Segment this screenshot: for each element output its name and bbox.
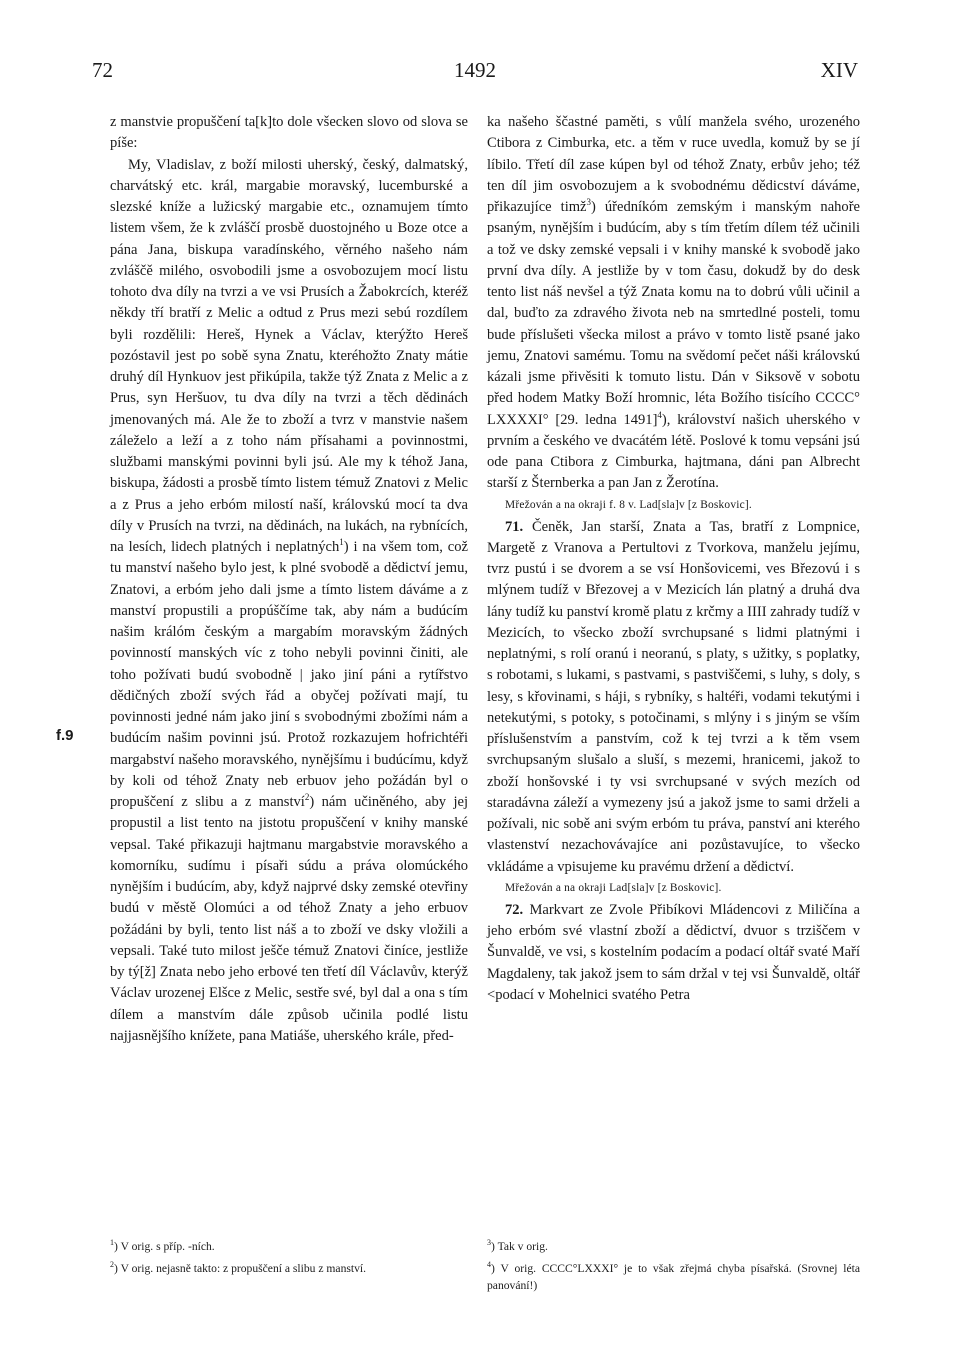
footnote-1: $^1$) V orig. s příp. -ních.: [110, 1238, 215, 1253]
page-year: 1492: [454, 58, 496, 82]
footnote-4-number: 4: [487, 1259, 491, 1269]
entry-72-number: 72.: [505, 901, 524, 918]
left-text-part-1: My, Vladislav, z boží milosti uherský, český, dalmatský, charvátský etc. král, margabie moravský, lucemburské a slezské kníže a lužicský margabie etc., oznamujem tímto listem všem, že k zvláščí prosbě duostojného u Boze otce a pána Jana, biskupa varadínského, věrného našeho nám zvláščě milého, osvobodili jsme a osvobozujem mocí listu tohoto dva díly na tvrzi a ve vsi Prusích a Žabokrcích, kteréž někdy tří bratří z Melic a odtud z Prus mezi sebú rozdílem byli rozdělili: Hereš, Hynek a Václav, kterýžto Hereš pozóstavil jest po sobě syna Znatu, kteréhožto Znaty mátie druhý díl Hynkuov jest přikúpila, takže týž Znata z Melic a z Prus, syn Heršuov, tu dva díly na tvrzi a těch dědinách jmenovaných má. Ale že to zboží a tvrz v manstvie našem záleželo a leží a z toho nám přísahami a povinnostmi, službami manskými povinni byli jsú. Ale my k téhož Jana, biskupa, žádosti a prosbě tímto listem témuž Znatovi z Melic a z Prus a jeho erbóm milostí naší, královskú mocí ta dva díly v Prusích na tvrzi, na dědinách, na lukách, na rybnících, na lesích, lidech platných i neplatných: [110, 156, 468, 555]
footnote-1-number: 1: [110, 1238, 114, 1247]
footnote-2-text: V orig. nejasně takto: z propuščení a slibu z manství.: [120, 1261, 367, 1275]
left-column: [110, 112, 468, 1047]
footnote-ref-4: 4: [657, 409, 662, 420]
right-charter-continuation: [487, 112, 860, 495]
footnote-ref-2: 2: [304, 792, 310, 803]
footnotes-left: [110, 1234, 468, 1278]
footnote-3-number: 3: [487, 1238, 491, 1247]
left-text-part-2: ) i na všem tom, což tu manství našeho bylo jest, k plné svobodě a dědictví jemu, Znatovi, a erbóm jeho dali jsme a tímto listem dáváme a z manství propustili a propúščíme tak, aby nám a budúcím našim králóm českým a margabím moravským žádných povinností manských víc z toho nebyli povinni činiti, ale toho požívati budú svobodně | jako jiní páni a rytířstvo dědičných zboží svých řád a obyčej požívati mají, tu povinnosti jedné nám jako jiní s svobodnými zbožími nám a budúcím našim povinni jsú. Protož rozkazujem hofrichtéři margabství našeho moravského, nynějšímu i budúcímu, když by koli od téhož Znaty neb erbuov jeho požádán byl o propuščení z slibu a z manství: [110, 539, 468, 810]
right-column: [487, 112, 860, 1006]
entry-71: [487, 517, 860, 878]
right-text-part-2: ) úředníkóm zemským i manským nahoře psaným, nynějším i budúcím, aby s tím třetím dílem též učinili a tož ve dsky zemské vepsali i v knihy manské k svobodě jako první dva díly. A jestliže by v tom času, dokudž by do desk tento list náš nevšel a týž Znata komu na to dobrú vůli učinil a dal, buďto za zdravého života neb na smrtedlné posteli, tomu bude příslušeti všecka milost a právo v tomto listě psané jako jemu, Znatovi samému. Tomu na svědomí pečet náši královskú kázali jsme přivěsiti k tomuto listu. Dán v Siksově v sobotu před hodem Matky Boží hromnic, léta Božího tisícího CCCC° LXXXXI° [29. ledna 1491]: [487, 199, 860, 428]
left-charter-text: [110, 155, 468, 1048]
footnote-ref-1: 1: [339, 537, 344, 548]
left-text-part-3: ) nám učiněného, aby jej propustil a list tento na jistotu propuščení v knihy manské vepsal. Také přikazuji hajtmanu margabstvie moravského a komorníku, sudímu i písaři súdu a práva olomúckého nynějším i budúcím, aby, když najprvé dsky zemské otevřiny budú v městě Olomúci a od téhož Znaty a jeho erbuov požádáni by byli, tento list náš a to zboží ve dsky vložili a vepsali. Také tuto milost ješče témuž Znatovi činíce, jestliže by tý[ž] Znata nebo jeho erbové ten třetí díl Václavův, kterýž Václav urozenej Elšce z Melic, sestře své, byl dal a ona s tím dílem a manstvím dále způsob učinila podlé listu najjasnějšího knížete, pana Matiáše, uherského krále, před-: [110, 794, 468, 1044]
footnotes-right: [487, 1234, 860, 1295]
footnote-2-number: 2: [110, 1259, 114, 1269]
footnote-1-text: V orig. s příp. -ních.: [120, 1239, 215, 1253]
footnote-4: $^4$) V orig. CCCC°LXXXI° je to však zřejmá chyba písařská. (Srovnej léta panování!): [487, 1259, 860, 1292]
page-header: [92, 58, 858, 88]
right-text-part-3: ), království našich uherského v prvním a českého ve dvacátém létě. Poslové k tomu vepsáni jsú ode pana Ctibora z Cimburka, hajtmana, dáni pan Albrecht starší z Šternberka a pan Jan z Žerotína.: [487, 411, 860, 492]
margin-folio-note: f.9: [56, 727, 74, 744]
footnote-3-text: Tak v orig.: [497, 1239, 548, 1253]
marginal-note-2: Mřežován a na okraji Lad[sla]v [z Boskovic].: [505, 881, 722, 894]
page-number: 72: [92, 58, 113, 82]
footnote-3: $^3$) Tak v orig.: [487, 1238, 548, 1253]
right-text-part-1: ka našeho ščastné paměti, s vůlí manžela svého, urozeného Ctibora z Cimburka, etc. a těm v ruce uvedla, komuž by se jí líbilo. Třetí díl zase kúpen byl od téhož Znaty, erbův jeho; též ten díl jim osvobozujem a k svobodnému dědicství dáváme, přikazujíce timž: [487, 114, 860, 215]
footnote-2: $^2$) V orig. nejasně takto: z propuščení a slibu z manství.: [110, 1259, 367, 1275]
page-roman-numeral: XIV: [820, 58, 858, 82]
entry-72: [487, 900, 860, 1006]
entry-71-number: 71.: [505, 518, 524, 535]
left-intro: [110, 112, 468, 155]
entry-72-text: Markvart ze Zvole Přibíkovi Mládencovi z Miličína a jeho erbóm své vlastní zboží a dědictví, dvuor s trziščem v Šunvaldě, ve vsi, s kostelním podacím a podací oltář svaté Maří Magdaleny, tak jakož jsem to sám držal v tej vsi Šunvaldě, oltář <podací v Mohelnici svatého Petra: [487, 901, 860, 1003]
left-intro-text: z manstvie propuščení ta[k]to dole všecken slovo od slova se píše:: [110, 114, 468, 152]
footnote-4-text: V orig. CCCC°LXXXI° je to však zřejmá chyba písařská. (Srovnej léta panování!): [487, 1261, 860, 1292]
marginal-note-1: Mřežován a na okraji f. 8 v. Lad[sla]v [z Boskovic].: [505, 498, 752, 511]
entry-71-text: Čeněk, Jan starší, Znata a Tas, bratří z Lompnice, Margetě z Vranova a Pertultovi z Tvorkova, manželu jejímu, tvrz pustú i se dvorem a se vsí Honšovicemi, ves Březovú i s mlýnem tudíž v Březovej a v Mezicích lán platný a druhá dva lány tudíž ku panství kromě platu z krčmy a IIII zahrady tudíž v Mezicích, to všecko zboží svrchupsané s lidmi platnými i neplatnými, s rolí oranú i neoranú, s platy, s užitky, s poplatky, s robotami, s lukami, s pastvami, s pastviščemi, s luhy, s doly, s lesy, s křovinami, s háji, s rybníky, s haltéři, vodami tekutými i netekutými, s potoky, s potočinami, s mlýny i s jiným se vším příslušenstvím a panstvím, což k tej tvrzi a k těm vsem svrchupsaným slušalo a sluší, s mezemi, hranicemi, jakož to zboží honšovské i ty vsi svrchupsané v svých mezích od staradávna záleží a vymezeny jsú a jakož jsme to sami drželi a požívali, nic sobě ani svým erbóm tu práva, panství ani kterého vlastenství nezachovávajíce ani pozůstavujíce, to všecko vkládáme a vpisujeme ku pravému držení a dědictví.: [487, 518, 861, 875]
footnote-ref-3: 3: [586, 197, 592, 208]
